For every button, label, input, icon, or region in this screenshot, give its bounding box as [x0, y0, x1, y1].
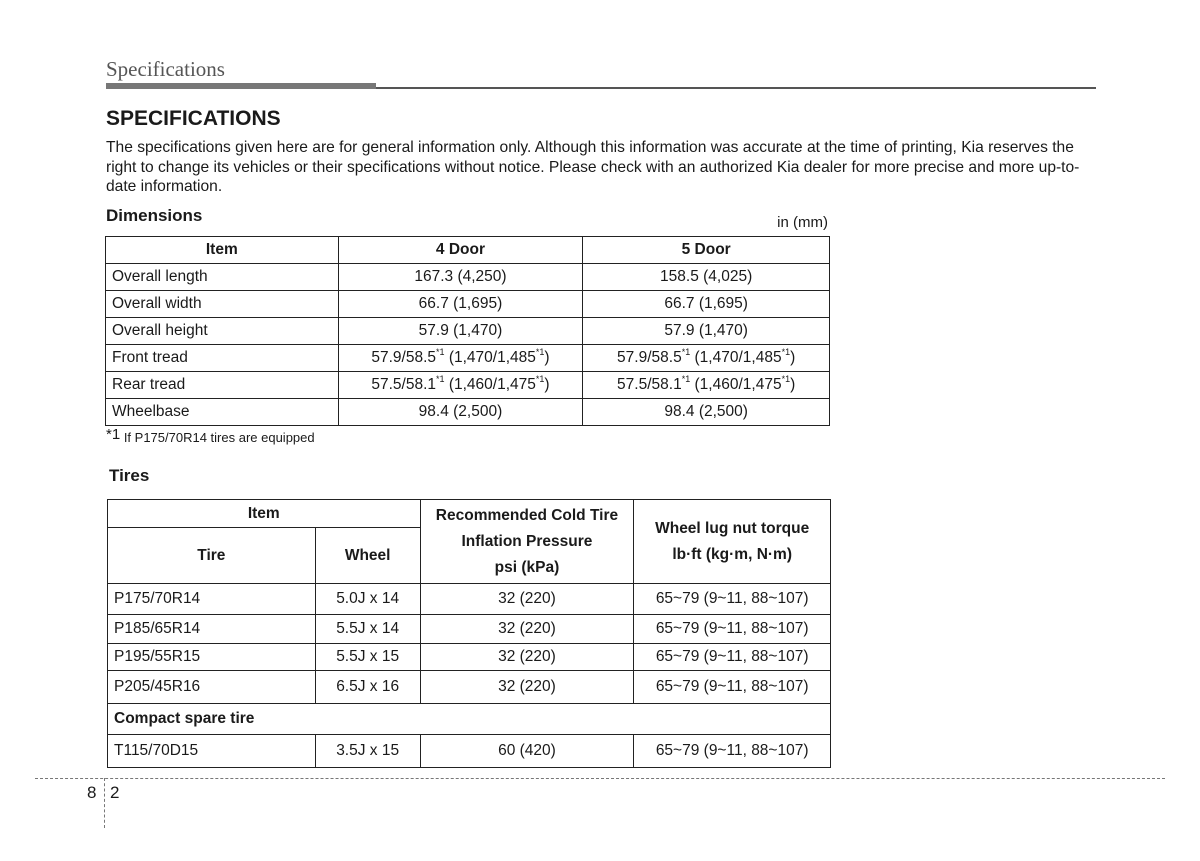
torque-header-line2: lb·ft (kg·m, N·m): [672, 545, 792, 563]
footer-dotted-rule: [35, 778, 1165, 779]
cell-pressure: 32 (220): [420, 644, 634, 671]
close-paren: ): [544, 349, 550, 366]
page-number: 2: [110, 783, 120, 802]
cell-tire: P195/55R15: [108, 644, 316, 671]
close-paren: ): [544, 376, 550, 393]
col-header-wheel: Wheel: [315, 528, 420, 584]
dimensions-footnote: [106, 426, 315, 447]
table-row: [108, 671, 831, 704]
cell-4door: 66.7 (1,695): [338, 291, 583, 318]
footnote-mark: *1: [681, 347, 691, 357]
table-row: [106, 264, 830, 291]
close-paren: ): [790, 376, 796, 393]
tires-table: [107, 499, 831, 768]
table-row: [106, 318, 830, 345]
cell-tire: P185/65R14: [108, 615, 316, 644]
cell-pressure: 60 (420): [420, 735, 634, 768]
row-label: Wheelbase: [106, 399, 339, 426]
table-row: [106, 399, 830, 426]
page-heading: SPECIFICATIONS: [106, 107, 281, 130]
cell-torque: 65~79 (9~11, 88~107): [634, 671, 831, 704]
cell-wheel: 5.5J x 14: [315, 615, 420, 644]
footer-dotted-divider: [104, 778, 105, 828]
cell-pressure: 32 (220): [420, 584, 634, 615]
pressure-header-line2: Inflation Pressure: [461, 532, 593, 550]
spare-tire-label: Compact spare tire: [108, 704, 831, 735]
cell-torque: 65~79 (9~11, 88~107): [634, 735, 831, 768]
value-mm: (1,470/1,485: [444, 349, 536, 366]
intro-paragraph: The specifications given here are for general information only. Although this information was accurate at the time of printing, Kia reserves the right to change its vehicles or their specifications without notice. Please check with an authorized Kia dealer for more precise and more up-to-date information.: [106, 139, 1080, 195]
table-row: [108, 735, 831, 768]
value-mm: (1,460/1,475: [690, 376, 782, 393]
cell-torque: 65~79 (9~11, 88~107): [634, 644, 831, 671]
col-header-torque: [634, 500, 831, 584]
cell-5door: 57.9 (1,470): [583, 318, 830, 345]
cell-wheel: 6.5J x 16: [315, 671, 420, 704]
dimensions-table: [105, 236, 830, 426]
footnote-mark: *1: [436, 374, 445, 384]
row-label: Front tread: [106, 345, 339, 372]
row-label: Overall width: [106, 291, 339, 318]
value-in: 57.9/58.5: [617, 349, 682, 366]
row-label: Overall height: [106, 318, 339, 345]
table-row: [106, 345, 830, 372]
row-label: Overall length: [106, 264, 339, 291]
footnote-mark: *1: [781, 374, 791, 384]
cell-4door: 57.9 (1,470): [338, 318, 583, 345]
table-row: [106, 291, 830, 318]
table-row: [108, 644, 831, 671]
footnote-mark: *1: [681, 374, 691, 384]
tires-heading: Tires: [109, 466, 150, 485]
footnote-mark: *1: [436, 347, 445, 357]
col-header-item: Item: [108, 500, 421, 528]
cell-wheel: 5.5J x 15: [315, 644, 420, 671]
cell-pressure: 32 (220): [420, 615, 634, 644]
close-paren: ): [790, 349, 796, 366]
col-header-5door: 5 Door: [583, 237, 830, 264]
cell-wheel: 5.0J x 14: [315, 584, 420, 615]
row-label: Rear tread: [106, 372, 339, 399]
cell-5door: [583, 345, 830, 372]
col-header-pressure: [420, 500, 634, 584]
footnote-mark: *1: [535, 347, 545, 357]
cell-4door: 98.4 (2,500): [338, 399, 583, 426]
col-header-4door: 4 Door: [338, 237, 583, 264]
pressure-header-line3: psi (kPa): [494, 558, 560, 576]
cell-pressure: 32 (220): [420, 671, 634, 704]
value-mm: (1,470/1,485: [690, 349, 782, 366]
cell-4door: [338, 345, 583, 372]
footnote-star: *1: [106, 426, 121, 443]
cell-5door: 66.7 (1,695): [583, 291, 830, 318]
table-section-row: [108, 704, 831, 735]
table-header-row: [108, 500, 831, 528]
table-row: [106, 372, 830, 399]
dimensions-unit: in (mm): [777, 214, 828, 231]
table-header-row: [106, 237, 830, 264]
cell-5door: 158.5 (4,025): [583, 264, 830, 291]
cell-torque: 65~79 (9~11, 88~107): [634, 615, 831, 644]
value-in: 57.5/58.1: [371, 376, 437, 393]
cell-4door: 167.3 (4,250): [338, 264, 583, 291]
cell-tire: T115/70D15: [108, 735, 316, 768]
cell-4door: [338, 372, 583, 399]
header-rule-thick: [106, 83, 376, 89]
cell-wheel: 3.5J x 15: [315, 735, 420, 768]
cell-torque: 65~79 (9~11, 88~107): [634, 584, 831, 615]
footnote-mark: *1: [781, 347, 791, 357]
table-row: [108, 615, 831, 644]
header-rule-thin: [376, 87, 1096, 89]
cell-tire: P205/45R16: [108, 671, 316, 704]
cell-tire: P175/70R14: [108, 584, 316, 615]
footnote-mark: *1: [535, 374, 545, 384]
value-in: 57.5/58.1: [617, 376, 682, 393]
value-mm: (1,460/1,475: [444, 376, 536, 393]
col-header-item: Item: [106, 237, 339, 264]
pressure-header-line1: Recommended Cold Tire: [435, 506, 619, 524]
cell-5door: [583, 372, 830, 399]
dimensions-heading: Dimensions: [106, 206, 203, 225]
table-row: [108, 584, 831, 615]
torque-header-line1: Wheel lug nut torque: [655, 519, 810, 537]
col-header-tire: Tire: [108, 528, 316, 584]
cell-5door: 98.4 (2,500): [583, 399, 830, 426]
running-header-title: Specifications: [106, 57, 225, 81]
value-in: 57.9/58.5: [371, 349, 437, 366]
page-section-number: 8: [87, 783, 97, 802]
footnote-text: If P175/70R14 tires are equipped: [123, 430, 315, 445]
